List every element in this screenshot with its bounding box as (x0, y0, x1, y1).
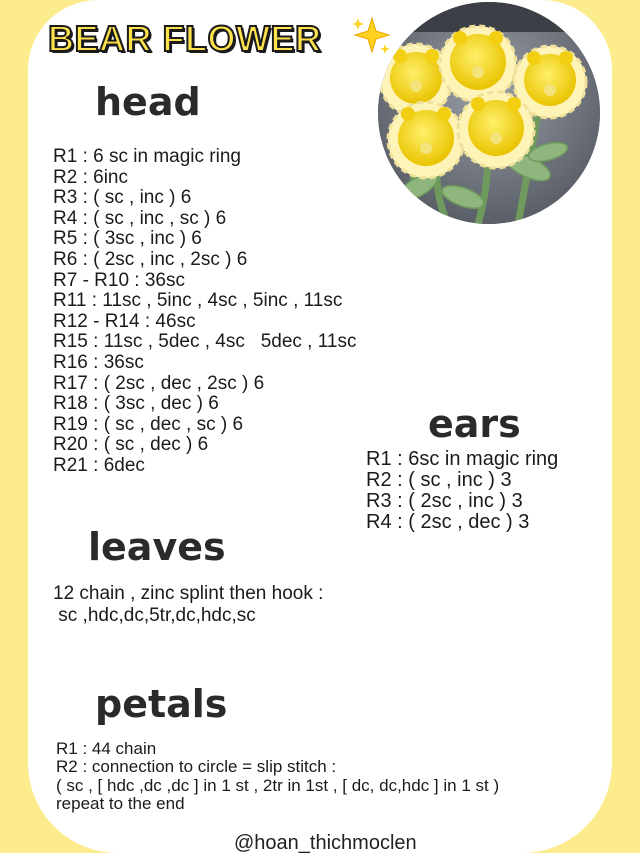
head-row: R17 : ( 2sc , dec , 2sc ) 6 (53, 372, 265, 394)
ears-row: R2 : ( sc , inc ) 3 (366, 469, 512, 491)
ears-row: R3 : ( 2sc , inc ) 3 (366, 490, 523, 512)
head-row: R18 : ( 3sc , dec ) 6 (53, 393, 219, 415)
head-row: R4 : ( sc , inc , sc ) 6 (53, 207, 227, 229)
petals-row: ( sc , [ hdc ,dc ,dc ] in 1 st , 2tr in 1st , [ dc, dc,hdc ] in 1 st ) (56, 775, 500, 795)
crochet-bear-sunflower-photo (378, 2, 600, 224)
head-row: R3 : ( sc , inc ) 6 (53, 187, 192, 209)
head-row: R12 - R14 : 46sc (53, 310, 196, 332)
head-row: R21 : 6dec (53, 454, 145, 476)
head-row: R20 : ( sc , dec ) 6 (53, 434, 209, 456)
ears-row: R1 : 6sc in magic ring (366, 448, 559, 470)
head-row: R6 : ( 2sc , inc , 2sc ) 6 (53, 248, 248, 270)
head-row: R7 - R10 : 36sc (53, 269, 185, 291)
petals-row: repeat to the end (56, 794, 185, 814)
author-handle: @hoan_thichmoclen (234, 832, 417, 853)
section-heading-ears: ears (428, 402, 521, 446)
page-title: BEAR FLOWER (48, 18, 322, 59)
head-row: R1 : 6 sc in magic ring (53, 146, 241, 167)
sparkles-icon (350, 14, 392, 56)
section-heading-head: head (95, 80, 201, 124)
head-row: R5 : ( 3sc , inc ) 6 (53, 228, 202, 250)
ears-row: R4 : ( 2sc , dec ) 3 (366, 511, 530, 533)
leaves-line: sc ,hdc,dc,5tr,dc,hdc,sc (53, 605, 256, 626)
section-heading-leaves: leaves (88, 525, 226, 569)
head-row: R2 : 6inc (53, 166, 128, 188)
head-row: R16 : 36sc (53, 351, 144, 373)
head-row: R11 : 11sc , 5inc , 4sc , 5inc , 11sc (53, 290, 343, 312)
leaves-line: 12 chain , zinc splint then hook : (53, 583, 324, 604)
head-row: R15 : 11sc , 5dec , 4sc 5dec , 11sc (53, 331, 357, 353)
petals-row: R1 : 44 chain (56, 739, 157, 758)
leaves-instructions (53, 583, 323, 627)
section-heading-petals: petals (95, 682, 228, 726)
ears-rows (366, 449, 558, 533)
head-row: R19 : ( sc , dec , sc ) 6 (53, 413, 244, 435)
petals-row: R2 : connection to circle = slip stitch : (56, 757, 337, 777)
petals-rows (56, 740, 499, 814)
head-rows (53, 147, 356, 477)
